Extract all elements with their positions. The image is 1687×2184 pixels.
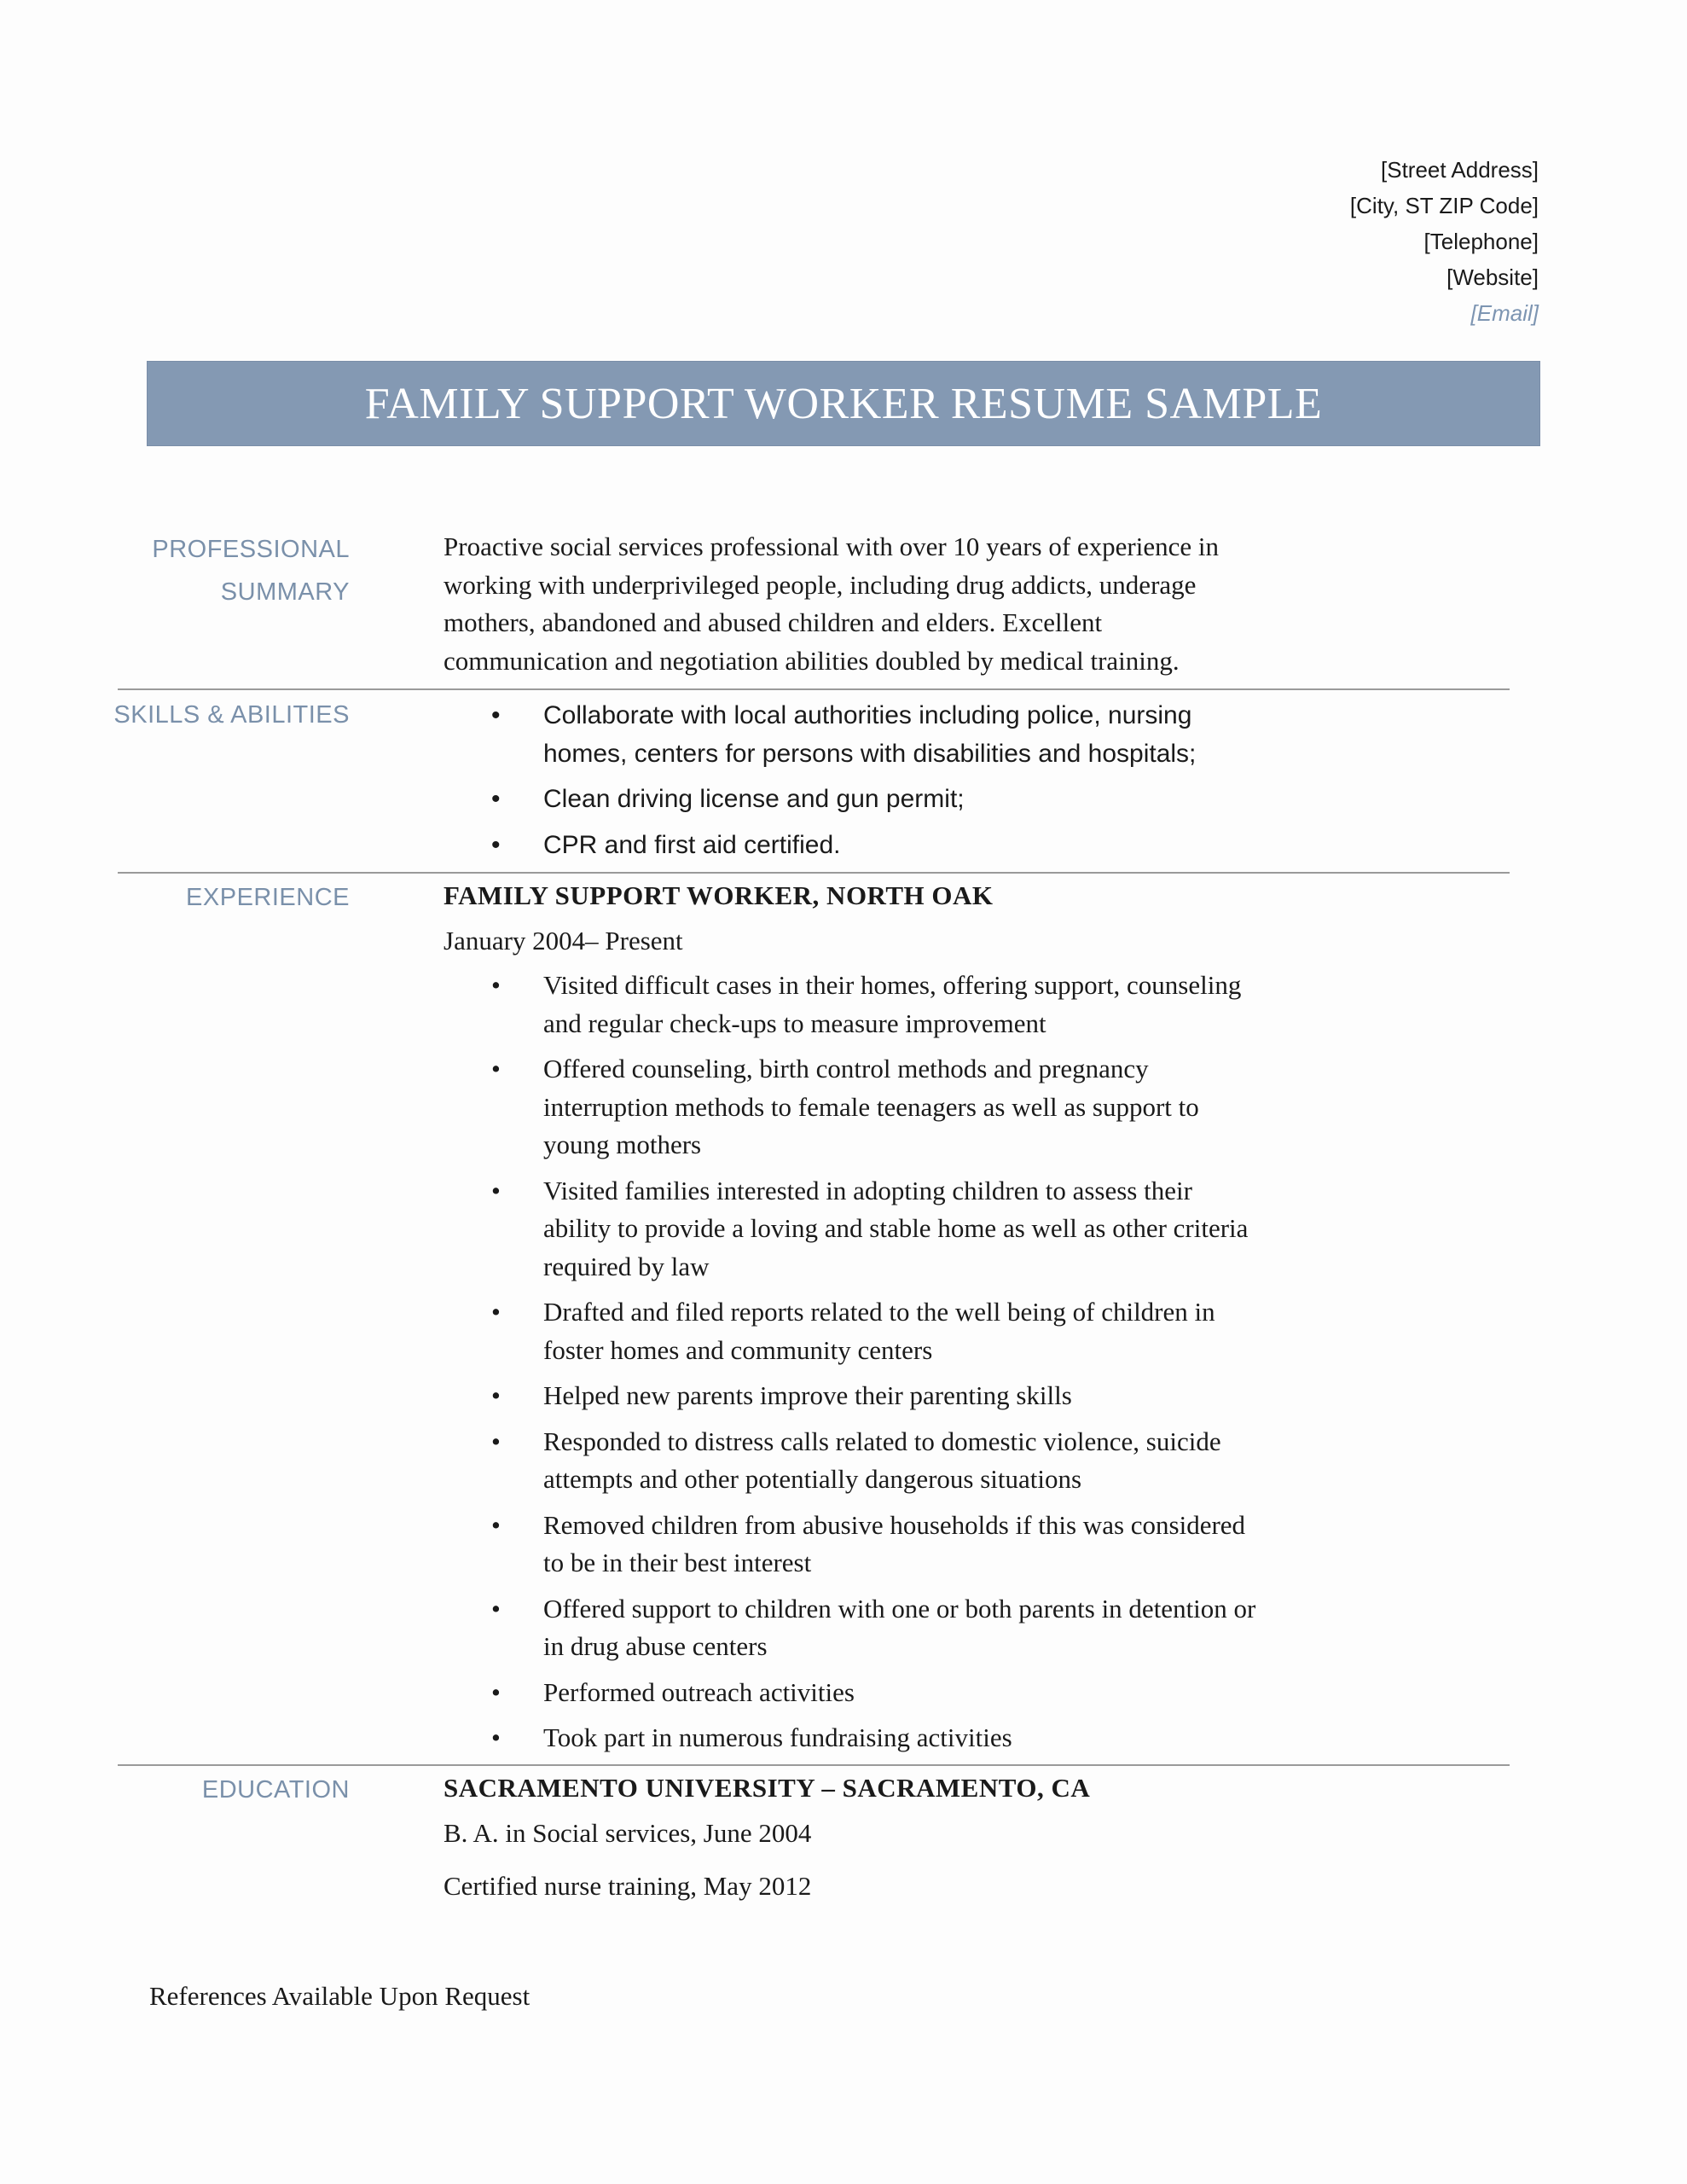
experience-line: in drug abuse centers [543,1631,768,1661]
section-label-skills [94,694,350,736]
experience-line: Removed children from abusive households if this was considered [543,1509,1246,1540]
bullet-icon: • [491,785,501,813]
website: [Website] [1446,264,1539,290]
experience-line: Drafted and filed reports related to the well being of children in [543,1297,1215,1327]
skill-item [443,697,1296,773]
skill-line: Collaborate with local authorities including police, nursing [543,701,1192,729]
contact-block [1350,152,1539,331]
experience-item [443,1293,1296,1369]
bullet-icon: • [491,1426,501,1456]
bullet-icon: • [491,1054,501,1083]
summary-line: communication and negotiation abilities doubled by medical training. [443,645,1180,676]
experience-block [443,877,1296,1757]
experience-line: foster homes and community centers [543,1334,933,1365]
experience-line: Visited families interested in adopting children to assess their [543,1175,1192,1205]
section-divider [118,1764,1510,1766]
skills-list-container [443,697,1296,864]
experience-item [443,1590,1296,1666]
experience-item [443,967,1296,1043]
section-label-experience [94,876,350,919]
experience-item [443,1050,1296,1165]
bullet-icon: • [491,1509,501,1540]
degree: B. A. in Social services, June 2004 [443,1817,812,1848]
skill-line: homes, centers for persons with disabilities and hospitals; [543,739,1197,768]
experience-item [443,1507,1296,1583]
job-dates: January 2004– Present [443,925,683,956]
school-name: SACRAMENTO UNIVERSITY – SACRAMENTO, CA [443,1773,1091,1803]
telephone: [Telephone] [1423,229,1539,254]
certificate: Certified nurse training, May 2012 [443,1871,812,1901]
experience-item [443,1674,1296,1712]
experience-item [443,1377,1296,1415]
skills-list [443,697,1296,864]
experience-line: interruption methods to female teenagers as well as support to [543,1091,1199,1122]
bullet-icon: • [491,701,501,729]
summary-line: Proactive social services professional with over 10 years of experience in [443,531,1220,561]
city-state-zip: [City, ST ZIP Code] [1349,193,1539,218]
experience-line: Took part in numerous fundraising activities [543,1722,1012,1752]
experience-item [443,1423,1296,1499]
experience-line: Visited difficult cases in their homes, offering support, counseling [543,970,1242,1000]
education-block [443,1769,1296,1906]
summary-line: working with underprivileged people, including drug addicts, underage [443,569,1197,600]
experience-line: Offered support to children with one or both parents in detention or [543,1593,1256,1623]
experience-label: EXPERIENCE [186,884,350,911]
bullet-icon: • [491,830,501,859]
resume-title: FAMILY SUPPORT WORKER RESUME SAMPLE [364,379,1323,428]
street-address: [Street Address] [1381,157,1539,183]
experience-line: Offered counseling, birth control methods and pregnancy [543,1054,1149,1083]
experience-line: and regular check-ups to measure improvement [543,1008,1046,1038]
summary-text [443,528,1296,680]
bullet-icon: • [491,1676,501,1707]
email-link[interactable]: [Email] [1470,300,1539,326]
bullet-icon: • [491,1380,501,1410]
summary-label-line2: SUMMARY [220,578,350,606]
skill-item [443,827,1296,865]
bullet-icon: • [491,1297,501,1327]
experience-line: required by law [543,1251,710,1281]
bullet-icon: • [491,1175,501,1205]
job-title: FAMILY SUPPORT WORKER, NORTH OAK [443,880,994,910]
experience-line: attempts and other potentially dangerous situations [543,1464,1082,1494]
education-label: EDUCATION [201,1776,350,1804]
bullet-icon: • [491,1593,501,1623]
experience-line: Helped new parents improve their parenting skills [543,1380,1072,1410]
skill-line: CPR and first aid certified. [543,830,841,859]
experience-item [443,1172,1296,1287]
experience-line: Responded to distress calls related to domestic violence, suicide [543,1426,1221,1456]
section-divider [118,872,1510,874]
section-label-education [94,1769,350,1811]
resume-title-banner [147,361,1540,446]
skills-label: SKILLS & ABILITIES [113,701,350,729]
experience-line: Performed outreach activities [543,1676,855,1707]
summary-line: mothers, abandoned and abused children and elders. Excellent [443,607,1103,637]
section-divider [118,688,1510,690]
experience-list [443,967,1296,1757]
experience-line: to be in their best interest [543,1548,812,1577]
experience-item [443,1719,1296,1757]
bullet-icon: • [491,1722,501,1752]
summary-label-line1: PROFESSIONAL [152,536,350,563]
experience-line: ability to provide a loving and stable home as well as other criteria [543,1213,1249,1243]
skill-item [443,781,1296,819]
bullet-icon: • [491,970,501,1000]
section-label-summary [94,528,350,613]
references-note: References Available Upon Request [149,1981,530,2011]
skill-line: Clean driving license and gun permit; [543,785,965,813]
experience-line: young mothers [543,1130,702,1159]
